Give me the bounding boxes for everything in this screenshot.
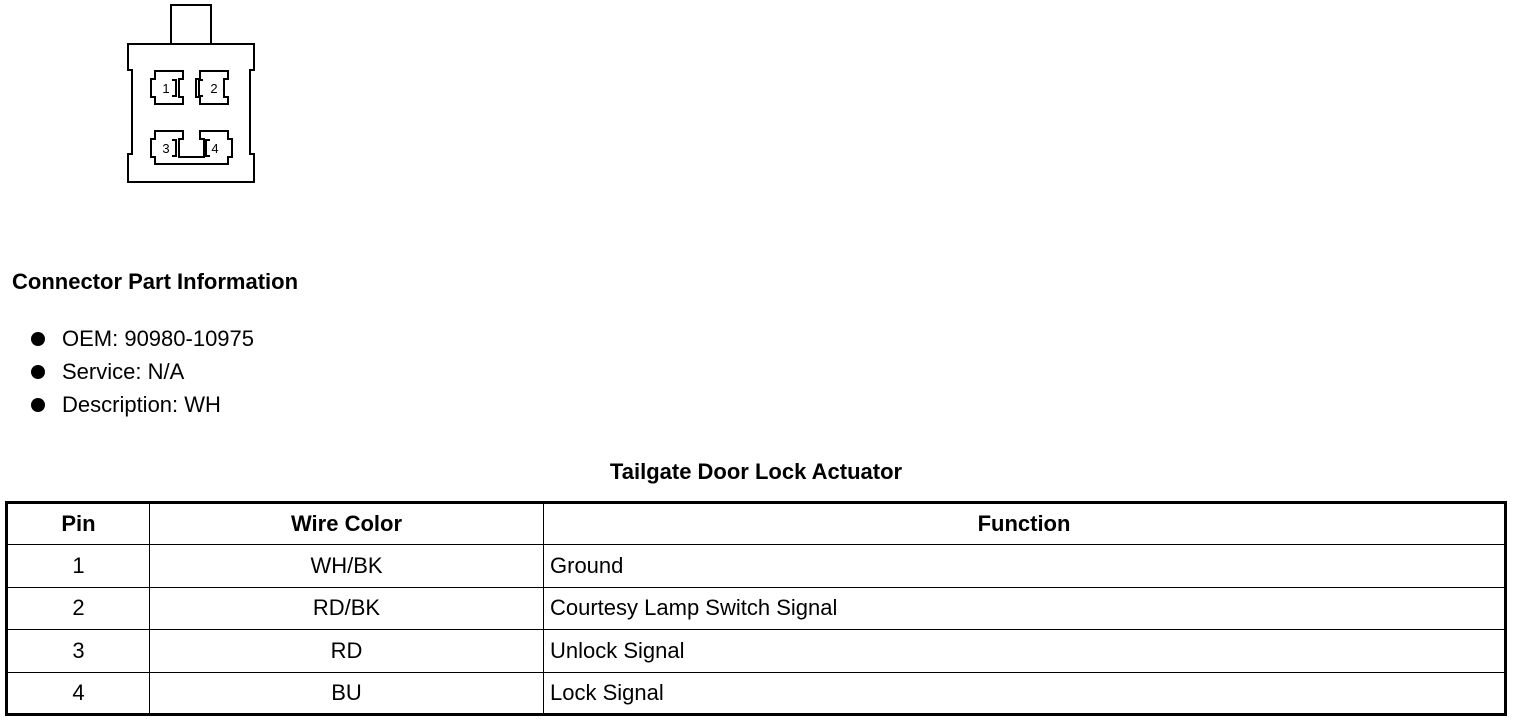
function-cell: Courtesy Lamp Switch Signal — [544, 587, 1506, 630]
wire-color-cell: BU — [150, 672, 544, 715]
pin-label-2: 2 — [210, 81, 218, 96]
header-function: Function — [544, 503, 1506, 545]
connector-info-heading: Connector Part Information — [12, 269, 299, 294]
wire-color-cell: RD/BK — [150, 587, 544, 630]
bullet-icon — [31, 332, 45, 346]
bullet-icon — [31, 365, 45, 379]
connector-info-list — [28, 322, 254, 421]
pin-label-4: 4 — [211, 141, 219, 156]
table-title: Tailgate Door Lock Actuator — [609, 459, 903, 484]
pin-cell: 3 — [7, 630, 150, 673]
info-item-text: Description: WH — [62, 391, 221, 417]
table-row — [7, 545, 1506, 588]
info-item-description — [28, 388, 254, 421]
pin-label-3: 3 — [162, 141, 170, 156]
bullet-icon — [31, 398, 45, 412]
info-item-service — [28, 355, 254, 388]
table-row — [7, 587, 1506, 630]
pin-cell: 1 — [7, 545, 150, 588]
info-item-text: Service: N/A — [62, 358, 185, 384]
pin-cell: 4 — [7, 672, 150, 715]
wire-color-cell: WH/BK — [150, 545, 544, 588]
function-cell: Unlock Signal — [544, 630, 1506, 673]
header-wire-color: Wire Color — [150, 503, 544, 545]
pin-label-1: 1 — [162, 81, 170, 96]
function-cell: Ground — [544, 545, 1506, 588]
function-cell: Lock Signal — [544, 672, 1506, 715]
pinout-table — [5, 501, 1507, 716]
pin-cell: 2 — [7, 587, 150, 630]
header-pin: Pin — [7, 503, 150, 545]
table-header-row — [7, 503, 1506, 545]
info-item-oem — [28, 322, 254, 355]
table-row — [7, 672, 1506, 715]
info-item-text: OEM: 90980-10975 — [62, 325, 255, 351]
table-row — [7, 630, 1506, 673]
connector-face-diagram — [120, 0, 265, 190]
wire-color-cell: RD — [150, 630, 544, 673]
